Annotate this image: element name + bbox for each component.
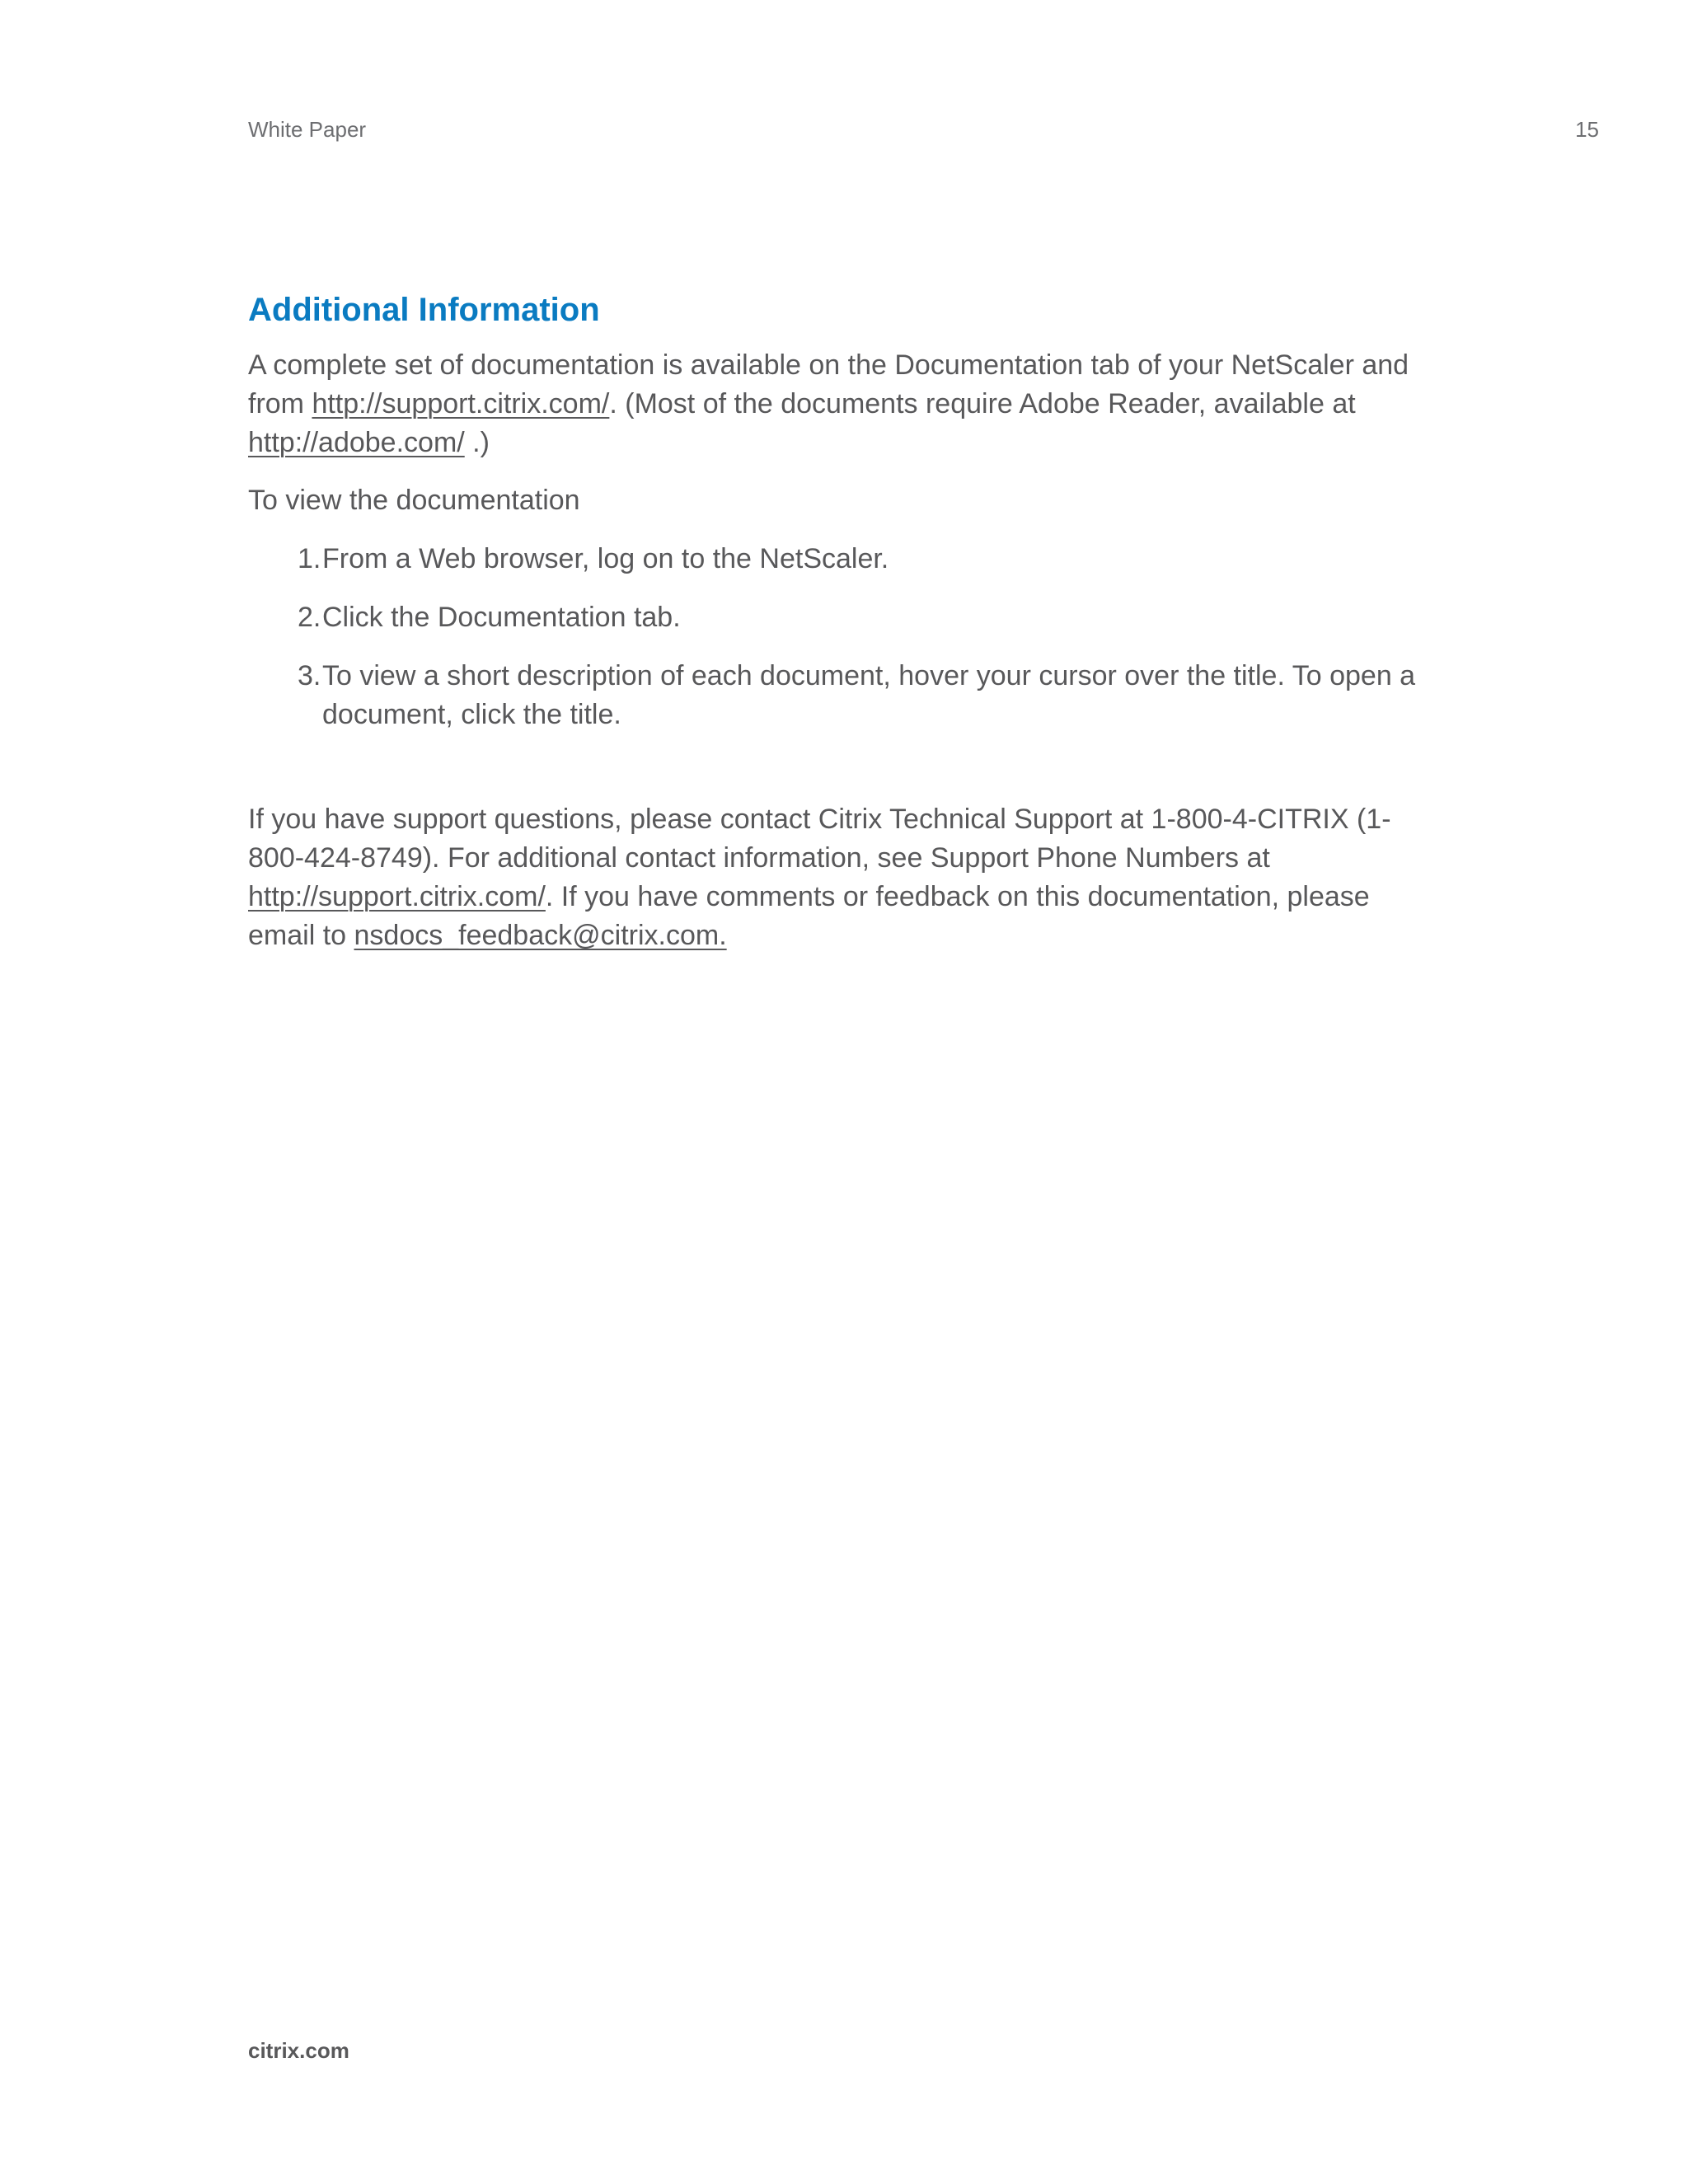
step-text: From a Web browser, log on to the NetScaler. — [322, 543, 889, 574]
intro-text-c: .) — [464, 427, 490, 458]
section-title: Additional Information — [248, 292, 600, 328]
list-item — [248, 657, 1443, 734]
list-item — [248, 598, 1443, 637]
step-number: 2. — [298, 602, 321, 633]
support-link[interactable]: http://support.citrix.com/ — [312, 388, 610, 419]
support-paragraph — [248, 800, 1443, 955]
adobe-link[interactable]: http://adobe.com/ — [248, 427, 465, 458]
steps-list — [248, 540, 1443, 734]
step-number: 1. — [298, 543, 321, 574]
step-text: To view a short description of each document, hover your cursor over the title. To open a document, click the title. — [322, 660, 1416, 730]
footer-site: citrix.com — [248, 2038, 349, 2063]
step-text: Click the Documentation tab. — [322, 602, 681, 633]
main-content — [248, 288, 1443, 955]
intro-text-a: A complete set of documentation is available on the Documentation tab of your NetScaler and from — [248, 349, 1409, 419]
feedback-email-link[interactable]: nsdocs_feedback@citrix.com. — [354, 920, 727, 951]
list-item — [248, 540, 1443, 579]
page-number: 15 — [1575, 117, 1599, 142]
header-doc-type: White Paper — [248, 117, 367, 142]
step-number: 3. — [298, 660, 321, 691]
support-text-b: . If you have comments or feedback on this documentation, please email to — [248, 881, 1370, 951]
support-phone-link[interactable]: http://support.citrix.com/ — [248, 881, 546, 912]
intro-text-b: . (Most of the documents require Adobe Reader, available at — [609, 388, 1356, 419]
support-text-a: If you have support questions, please contact Citrix Technical Support at 1-800-4-CITRIX (1-800-424-8749). For additional contact information, see Support Phone Numbers at — [248, 804, 1391, 874]
intro-paragraph — [248, 346, 1443, 462]
steps-heading: To view the documentation — [248, 485, 580, 516]
